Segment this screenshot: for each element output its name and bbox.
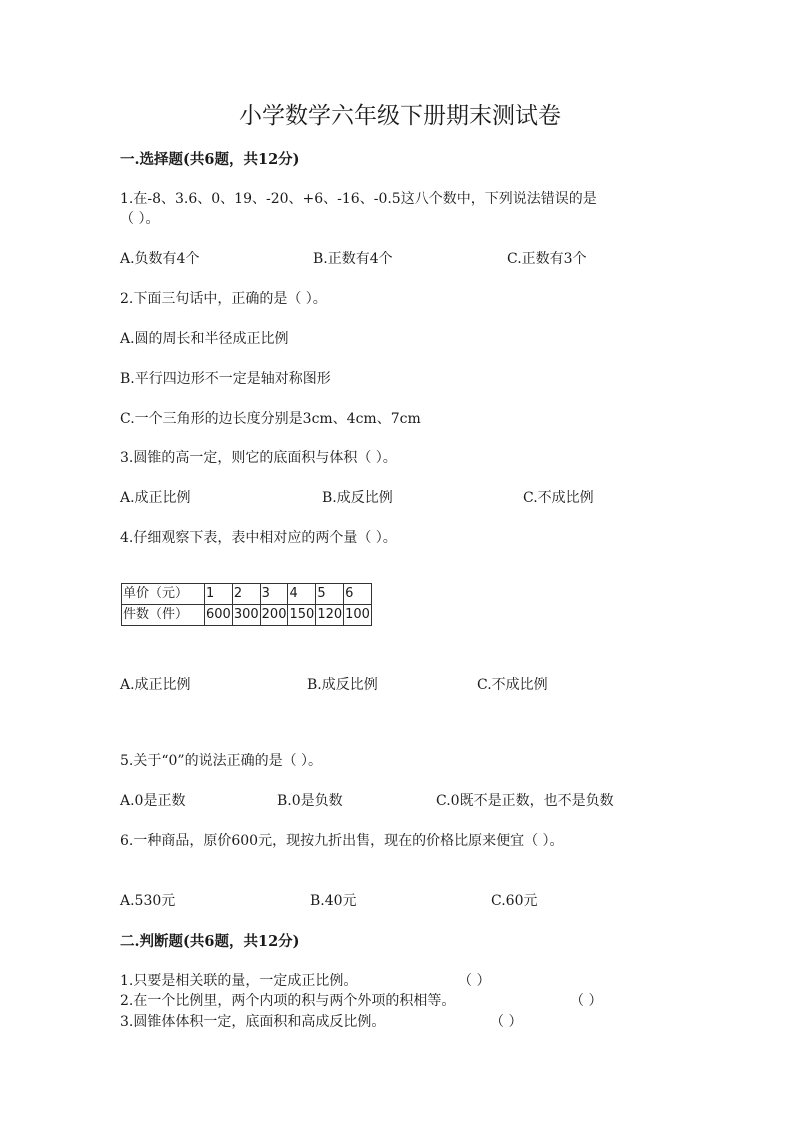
q4-option-a[interactable]: A.成正比例 [120,677,191,693]
price-quantity-table [121,583,372,626]
judge-2-blank[interactable]: （ ） [570,993,603,1009]
table-cell: 150 [288,605,316,626]
table-cell: 4 [288,584,316,605]
q3-option-b[interactable]: B.成反比例 [322,490,393,506]
q1-option-b[interactable]: B.正数有4个 [313,251,393,267]
q2-text: 2.下面三句话中，正确的是（ ）。 [120,291,327,307]
q3-text: 3.圆锥的高一定，则它的底面积与体积（ ）。 [120,450,397,466]
q3-option-c[interactable]: C.不成比例 [523,490,594,506]
judge-1-blank[interactable]: （ ） [458,973,491,989]
judge-3-text: 3.圆锥体体积一定，底面积和高成反比例。 [120,1014,386,1030]
q1-text-line1: 1.在-8、3.6、0、19、-20、+6、-16、-0.5这八个数中，下列说法错误的是 [120,191,597,207]
q6-option-a[interactable]: A.530元 [120,893,176,909]
q4-text: 4.仔细观察下表，表中相对应的两个量（ ）。 [120,530,397,546]
q1-option-c[interactable]: C.正数有3个 [507,251,587,267]
table-cell: 120 [316,605,344,626]
table-cell: 3 [260,584,288,605]
table-cell: 2 [232,584,260,605]
q6-option-c[interactable]: C.60元 [491,893,538,909]
q1-text-line2: （ ）。 [120,211,160,227]
q5-option-a[interactable]: A.0是正数 [120,793,186,809]
table-cell: 5 [316,584,344,605]
table-cell: 1 [205,584,233,605]
q6-text: 6.一种商品，原价600元，现按九折出售，现在的价格比原来便宜（ ）。 [120,833,564,849]
q6-option-b[interactable]: B.40元 [310,893,357,909]
table-cell: 300 [232,605,260,626]
q5-option-b[interactable]: B.0是负数 [277,793,343,809]
table-row [122,584,372,605]
section-2-heading: 二.判断题(共6题，共12分) [120,933,300,950]
table-cell: 600 [205,605,233,626]
judge-3-blank[interactable]: （ ） [490,1014,523,1030]
q5-text: 5.关于“0”的说法正确的是（ ）。 [120,753,323,769]
q4-option-c[interactable]: C.不成比例 [477,677,548,693]
q2-option-a[interactable]: A.圆的周长和半径成正比例 [120,331,289,347]
q4-option-b[interactable]: B.成反比例 [307,677,378,693]
q2-option-b[interactable]: B.平行四边形不一定是轴对称图形 [120,371,331,387]
table-row [122,605,372,626]
q1-option-a[interactable]: A.负数有4个 [120,251,200,267]
table-cell: 100 [344,605,372,626]
q3-option-a[interactable]: A.成正比例 [120,490,191,506]
q2-option-c[interactable]: C.一个三角形的边长度分别是3cm、4cm、7cm [120,411,421,427]
table-cell: 6 [344,584,372,605]
table-row-label: 件数（件） [122,605,205,626]
table-cell: 200 [260,605,288,626]
judge-1-text: 1.只要是相关联的量，一定成正比例。 [120,973,358,989]
q5-option-c[interactable]: C.0既不是正数，也不是负数 [436,793,614,809]
judge-2-text: 2.在一个比例里，两个内项的积与两个外项的积相等。 [120,993,456,1009]
page-title: 小学数学六年级下册期末测试卷 [239,103,561,129]
table-row-label: 单价（元） [122,584,205,605]
section-1-heading: 一.选择题(共6题，共12分) [120,151,300,168]
